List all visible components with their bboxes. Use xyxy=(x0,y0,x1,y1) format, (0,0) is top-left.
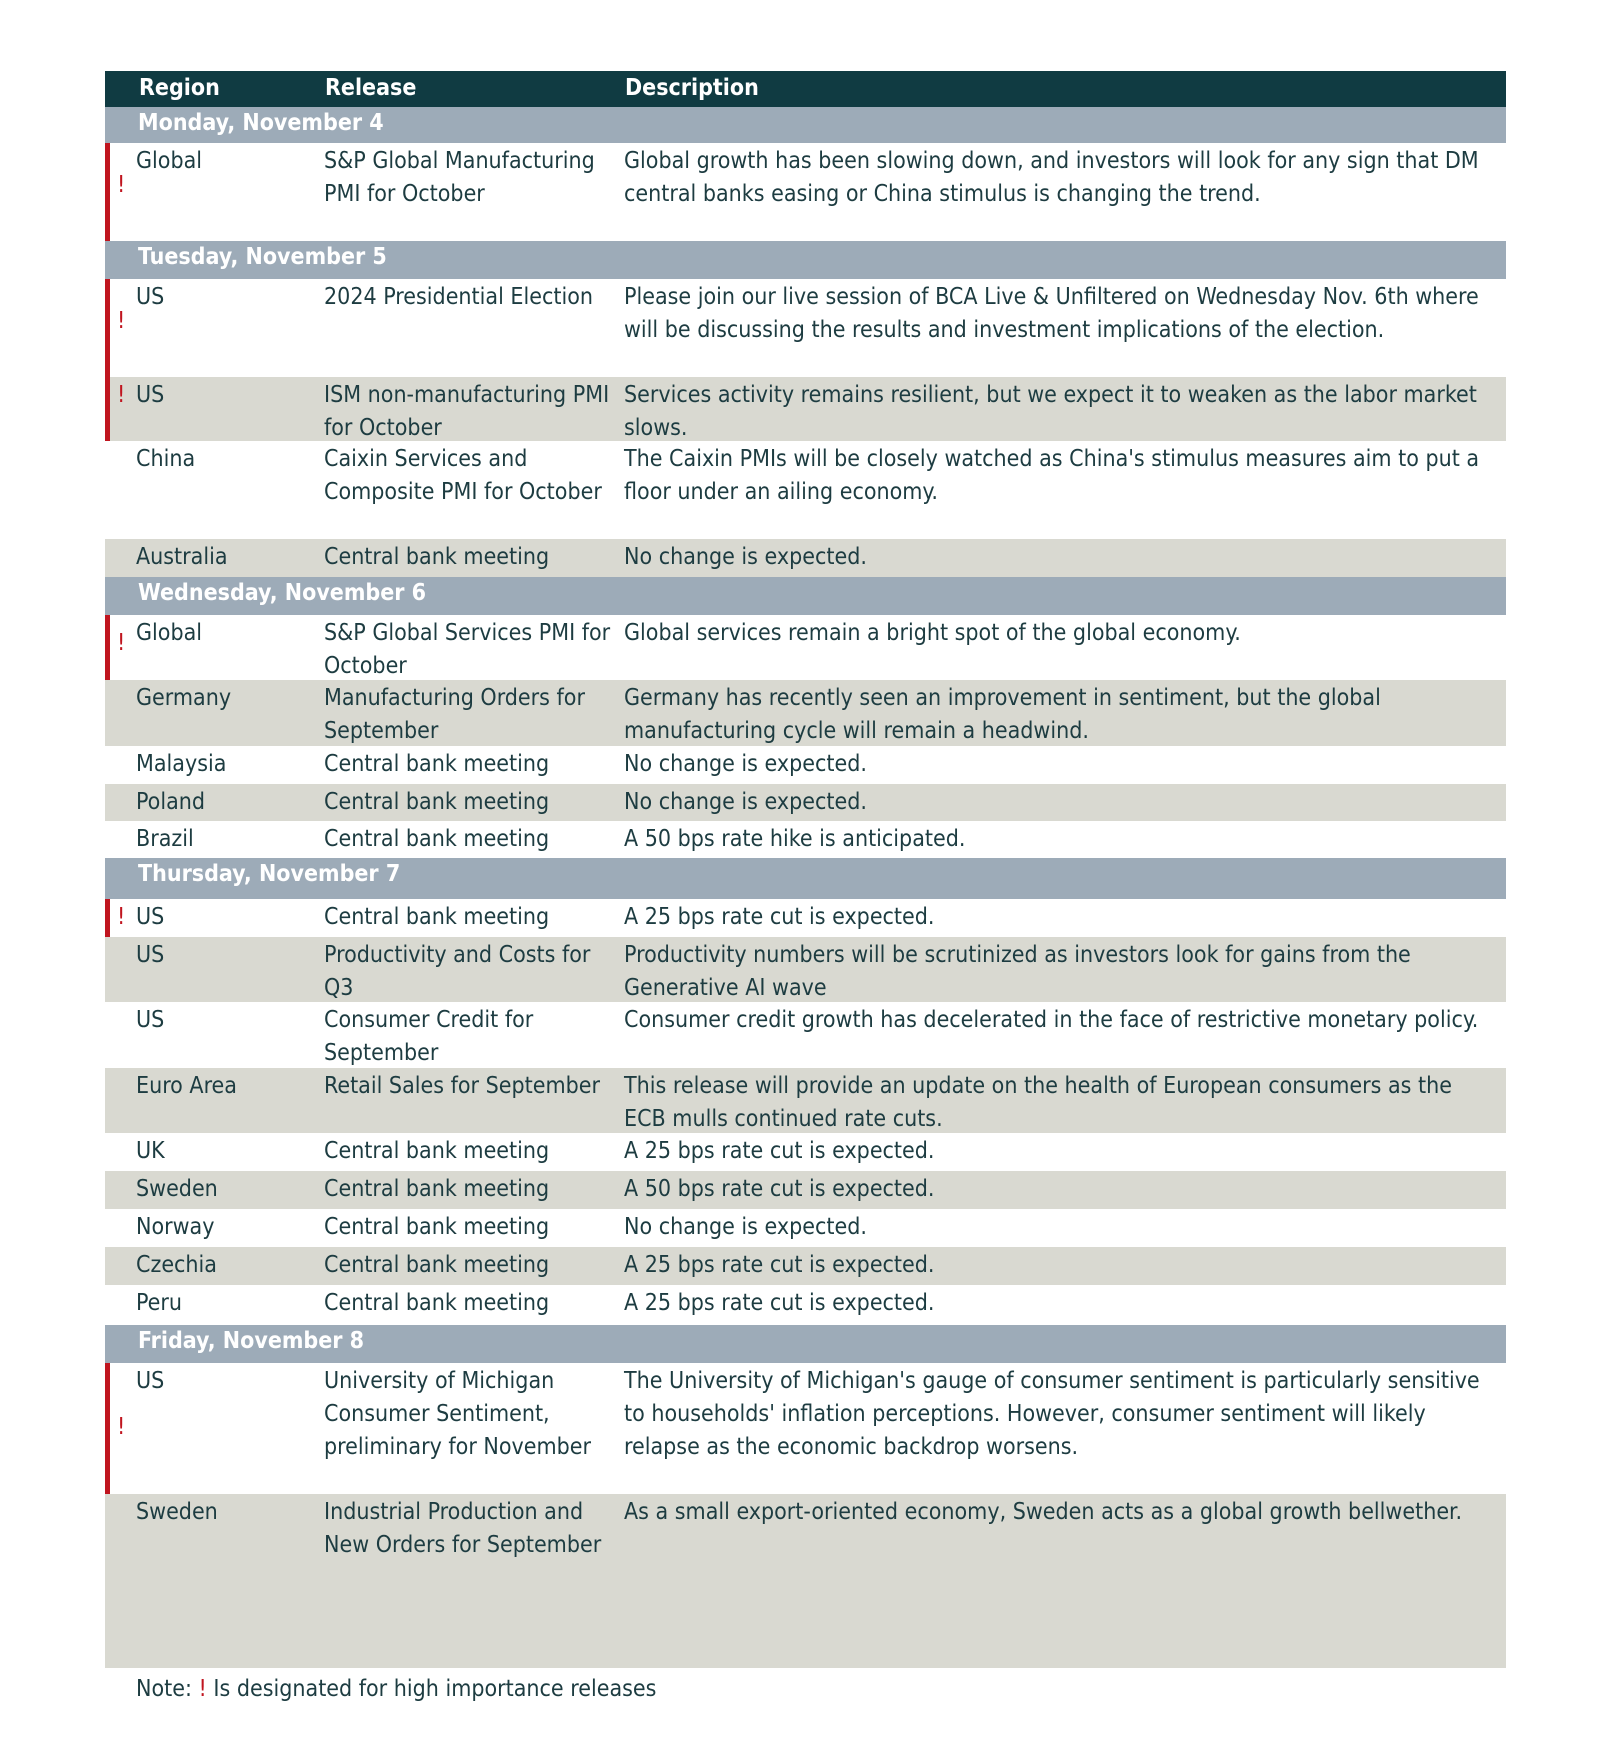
description-cell: No change is expected. xyxy=(624,544,867,570)
day-band xyxy=(105,107,1506,143)
table-row xyxy=(105,279,1506,377)
region-cell: Australia xyxy=(136,544,228,570)
description-cell: Global services remain a bright spot of the global economy. xyxy=(624,620,1241,646)
region-cell: Global xyxy=(136,620,203,646)
table-row xyxy=(105,143,1506,241)
table-row xyxy=(105,1363,1506,1494)
day-label: Monday, November 4 xyxy=(138,110,384,136)
region-cell: US xyxy=(136,1368,165,1394)
release-cell: Central bank meeting xyxy=(324,544,550,570)
day-label: Wednesday, November 6 xyxy=(138,580,427,606)
release-cell: 2024 Presidential Election xyxy=(324,284,593,310)
column-header-release: Release xyxy=(325,75,417,101)
release-cell: Industrial Production and New Orders for September xyxy=(324,1499,602,1558)
release-cell: ISM non-manufacturing PMI for October xyxy=(324,382,610,441)
description-cell: A 25 bps rate cut is expected. xyxy=(624,1252,935,1278)
importance-marker-icon: ! xyxy=(198,1676,207,1702)
table-row xyxy=(105,615,1506,680)
day-label: Thursday, November 7 xyxy=(138,861,401,887)
description-cell: No change is expected. xyxy=(624,789,867,815)
description-cell: No change is expected. xyxy=(624,751,867,777)
table-row xyxy=(105,1133,1506,1171)
region-cell: Sweden xyxy=(136,1176,218,1202)
release-cell: Retail Sales for September xyxy=(324,1073,600,1099)
day-band xyxy=(105,577,1506,615)
region-cell: UK xyxy=(136,1138,165,1164)
release-cell: Central bank meeting xyxy=(324,1176,550,1202)
description-cell: Consumer credit growth has decelerated in the face of restrictive monetary policy. xyxy=(624,1007,1479,1033)
table-row xyxy=(105,1209,1506,1247)
region-cell: Malaysia xyxy=(136,751,227,777)
description-cell: The Caixin PMIs will be closely watched as China's stimulus measures aim to put a floor under an ailing economy. xyxy=(624,446,1480,505)
table-row xyxy=(105,1171,1506,1209)
table-row xyxy=(105,746,1506,784)
description-cell: This release will provide an update on the health of European consumers as the ECB mulls continued rate cuts. xyxy=(624,1073,1452,1132)
table-row xyxy=(105,899,1506,937)
table-row xyxy=(105,1247,1506,1285)
release-cell: Central bank meeting xyxy=(324,1252,550,1278)
release-cell: Central bank meeting xyxy=(324,1138,550,1164)
region-cell: Germany xyxy=(136,685,232,711)
high-importance-icon: ! xyxy=(117,1414,126,1440)
region-cell: Euro Area xyxy=(136,1073,237,1099)
high-importance-icon: ! xyxy=(117,382,126,408)
description-cell: Productivity numbers will be scrutinized as investors look for gains from the Generative AI wave xyxy=(624,942,1411,1001)
table-row xyxy=(105,1494,1506,1668)
table-row xyxy=(105,377,1506,441)
description-cell: Germany has recently seen an improvement in sentiment, but the global manufacturing cycle will remain a headwind. xyxy=(624,685,1381,744)
release-cell: Central bank meeting xyxy=(324,1290,550,1316)
region-cell: Czechia xyxy=(136,1252,217,1278)
table-row xyxy=(105,1068,1506,1133)
release-cell: Caixin Services and Composite PMI for October xyxy=(324,446,602,505)
description-cell: A 50 bps rate cut is expected. xyxy=(624,1176,935,1202)
description-cell: A 25 bps rate cut is expected. xyxy=(624,1290,935,1316)
note-text: Is designated for high importance releases xyxy=(206,1676,657,1702)
economic-calendar-table xyxy=(105,71,1506,1668)
table-header xyxy=(105,71,1506,107)
release-cell: Central bank meeting xyxy=(324,826,550,852)
high-importance-icon: ! xyxy=(117,904,126,930)
region-cell: Global xyxy=(136,148,203,174)
release-cell: S&P Global Services PMI for October xyxy=(324,620,611,679)
region-cell: Brazil xyxy=(136,826,194,852)
day-label: Friday, November 8 xyxy=(138,1328,365,1354)
column-header-description: Description xyxy=(625,75,759,101)
table-row xyxy=(105,680,1506,746)
description-cell: A 25 bps rate cut is expected. xyxy=(624,1138,935,1164)
release-cell: Consumer Credit for September xyxy=(324,1007,534,1066)
description-cell: Services activity remains resilient, but we expect it to weaken as the labor market slows. xyxy=(624,382,1477,441)
high-importance-icon: ! xyxy=(117,308,126,334)
release-cell: S&P Global Manufacturing PMI for October xyxy=(324,148,595,207)
table-row xyxy=(105,937,1506,1002)
region-cell: Norway xyxy=(136,1214,215,1240)
table-row xyxy=(105,784,1506,821)
region-cell: Sweden xyxy=(136,1499,218,1525)
table-row xyxy=(105,821,1506,858)
release-cell: Central bank meeting xyxy=(324,904,550,930)
release-cell: Central bank meeting xyxy=(324,751,550,777)
high-importance-icon: ! xyxy=(117,172,126,198)
footnote xyxy=(136,1676,656,1702)
column-header-region: Region xyxy=(139,75,220,101)
region-cell: US xyxy=(136,942,165,968)
high-importance-icon: ! xyxy=(117,630,126,656)
release-cell: Manufacturing Orders for September xyxy=(324,685,585,744)
release-cell: Productivity and Costs for Q3 xyxy=(324,942,591,1001)
description-cell: A 25 bps rate cut is expected. xyxy=(624,904,935,930)
table-row xyxy=(105,441,1506,539)
release-cell: Central bank meeting xyxy=(324,1214,550,1240)
description-cell: The University of Michigan's gauge of consumer sentiment is particularly sensitive to households' inflation perceptions. However, consumer sentiment will likely relapse as the economic backdrop worsens. xyxy=(624,1368,1480,1460)
region-cell: Peru xyxy=(136,1290,183,1316)
release-cell: Central bank meeting xyxy=(324,789,550,815)
table-row xyxy=(105,1002,1506,1068)
table-body xyxy=(105,107,1506,1668)
day-label: Tuesday, November 5 xyxy=(138,244,387,270)
region-cell: US xyxy=(136,904,165,930)
description-cell: As a small export-oriented economy, Sweden acts as a global growth bellwether. xyxy=(624,1499,1463,1525)
description-cell: Please join our live session of BCA Live & Unfiltered on Wednesday Nov. 6th where will be discussing the results and investment implications of the election. xyxy=(624,284,1479,343)
table-row xyxy=(105,1285,1506,1325)
day-band xyxy=(105,858,1506,899)
region-cell: Poland xyxy=(136,789,205,815)
description-cell: No change is expected. xyxy=(624,1214,867,1240)
day-band xyxy=(105,1325,1506,1363)
table-row xyxy=(105,539,1506,577)
day-band xyxy=(105,241,1506,279)
release-cell: University of Michigan Consumer Sentiment, preliminary for November xyxy=(324,1368,592,1460)
description-cell: Global growth has been slowing down, and investors will look for any sign that DM central banks easing or China stimulus is changing the trend. xyxy=(624,148,1479,207)
region-cell: China xyxy=(136,446,196,472)
region-cell: US xyxy=(136,382,165,408)
region-cell: US xyxy=(136,284,165,310)
description-cell: A 50 bps rate hike is anticipated. xyxy=(624,826,966,852)
note-prefix: Note: xyxy=(136,1676,199,1702)
region-cell: US xyxy=(136,1007,165,1033)
